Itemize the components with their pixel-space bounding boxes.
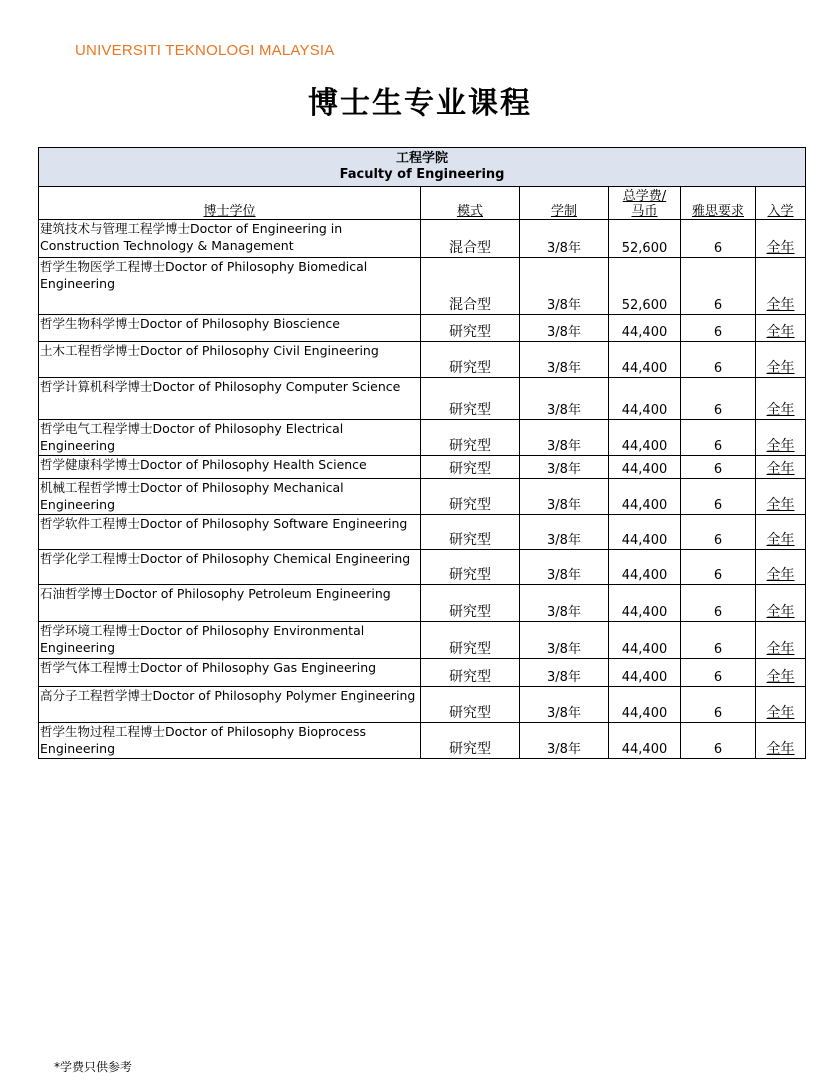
table-row	[39, 585, 806, 622]
duration-cell: 3/8年	[520, 515, 609, 550]
fee-cell: 44,400	[609, 479, 681, 515]
ielts-cell: 6	[681, 687, 756, 723]
col-header-fee-line2: 马币	[631, 204, 658, 219]
mode-cell: 研究型	[421, 622, 520, 659]
intake-cell: 全年	[756, 420, 806, 456]
col-header-ielts: 雅思要求	[681, 187, 756, 220]
ielts-cell: 6	[681, 342, 756, 378]
col-header-duration: 学制	[520, 187, 609, 220]
intake-cell: 全年	[756, 723, 806, 759]
degree-name: 哲学生物过程工程博士Doctor of Philosophy Bioprocess Engineering	[39, 723, 421, 759]
faculty-name-zh: 工程学院	[396, 151, 449, 166]
ielts-cell: 6	[681, 479, 756, 515]
col-header-mode: 模式	[421, 187, 520, 220]
fee-cell: 44,400	[609, 550, 681, 585]
mode-cell: 研究型	[421, 378, 520, 420]
intake-cell: 全年	[756, 456, 806, 479]
fee-cell: 44,400	[609, 659, 681, 687]
intake-cell: 全年	[756, 220, 806, 258]
fee-cell: 44,400	[609, 342, 681, 378]
table-row	[39, 515, 806, 550]
table-row	[39, 622, 806, 659]
table-row	[39, 258, 806, 315]
table-row	[39, 220, 806, 258]
page-title: 博士生专业课程	[308, 86, 532, 121]
degree-name: 哲学健康科学博士Doctor of Philosophy Health Science	[39, 456, 421, 479]
duration-cell: 3/8年	[520, 622, 609, 659]
ielts-cell: 6	[681, 456, 756, 479]
table-row	[39, 456, 806, 479]
mode-cell: 研究型	[421, 550, 520, 585]
duration-cell: 3/8年	[520, 550, 609, 585]
degree-name: 机械工程哲学博士Doctor of Philosophy Mechanical Engineering	[39, 479, 421, 515]
duration-cell: 3/8年	[520, 378, 609, 420]
fee-cell: 44,400	[609, 420, 681, 456]
duration-cell: 3/8年	[520, 687, 609, 723]
mode-cell: 研究型	[421, 585, 520, 622]
table-row	[39, 723, 806, 759]
mode-cell: 研究型	[421, 342, 520, 378]
fee-cell: 44,400	[609, 723, 681, 759]
duration-cell: 3/8年	[520, 258, 609, 315]
degree-name: 哲学生物医学工程博士Doctor of Philosophy Biomedical Engineering	[39, 258, 421, 315]
university-name: UNIVERSITI TEKNOLOGI MALAYSIA	[75, 42, 335, 59]
ielts-cell: 6	[681, 378, 756, 420]
degree-name: 石油哲学博士Doctor of Philosophy Petroleum Engineering	[39, 585, 421, 622]
duration-cell: 3/8年	[520, 659, 609, 687]
ielts-cell: 6	[681, 622, 756, 659]
degree-name: 哲学计算机科学博士Doctor of Philosophy Computer Science	[39, 378, 421, 420]
fee-cell: 44,400	[609, 315, 681, 342]
fee-cell: 44,400	[609, 585, 681, 622]
mode-cell: 研究型	[421, 515, 520, 550]
ielts-cell: 6	[681, 315, 756, 342]
table-row	[39, 378, 806, 420]
fee-cell: 44,400	[609, 622, 681, 659]
duration-cell: 3/8年	[520, 342, 609, 378]
col-header-degree: 博士学位	[39, 187, 421, 220]
degree-name: 建筑技术与管理工程学博士Doctor of Engineering in Construction Technology & Management	[39, 220, 421, 258]
faculty-header	[39, 148, 806, 187]
table-row	[39, 420, 806, 456]
col-header-intake: 入学	[756, 187, 806, 220]
mode-cell: 混合型	[421, 220, 520, 258]
fee-cell: 44,400	[609, 378, 681, 420]
mode-cell: 混合型	[421, 258, 520, 315]
ielts-cell: 6	[681, 220, 756, 258]
degree-name: 哲学生物科学博士Doctor of Philosophy Bioscience	[39, 315, 421, 342]
intake-cell: 全年	[756, 622, 806, 659]
footnote: *学费只供参考	[54, 1060, 133, 1074]
mode-cell: 研究型	[421, 687, 520, 723]
table-row	[39, 550, 806, 585]
programs-table	[38, 147, 806, 759]
fee-cell: 44,400	[609, 687, 681, 723]
col-header-fee	[609, 187, 681, 220]
duration-cell: 3/8年	[520, 315, 609, 342]
table-row	[39, 687, 806, 723]
mode-cell: 研究型	[421, 479, 520, 515]
mode-cell: 研究型	[421, 456, 520, 479]
fee-cell: 52,600	[609, 258, 681, 315]
ielts-cell: 6	[681, 258, 756, 315]
degree-name: 哲学环境工程博士Doctor of Philosophy Environmental Engineering	[39, 622, 421, 659]
duration-cell: 3/8年	[520, 585, 609, 622]
table-row	[39, 315, 806, 342]
intake-cell: 全年	[756, 585, 806, 622]
intake-cell: 全年	[756, 342, 806, 378]
duration-cell: 3/8年	[520, 723, 609, 759]
degree-name: 哲学化学工程博士Doctor of Philosophy Chemical Engineering	[39, 550, 421, 585]
degree-name: 哲学软件工程博士Doctor of Philosophy Software Engineering	[39, 515, 421, 550]
intake-cell: 全年	[756, 550, 806, 585]
duration-cell: 3/8年	[520, 220, 609, 258]
mode-cell: 研究型	[421, 723, 520, 759]
table-row	[39, 479, 806, 515]
duration-cell: 3/8年	[520, 456, 609, 479]
col-header-fee-line1: 总学费/	[622, 189, 667, 204]
intake-cell: 全年	[756, 258, 806, 315]
intake-cell: 全年	[756, 515, 806, 550]
degree-name: 高分子工程哲学博士Doctor of Philosophy Polymer Engineering	[39, 687, 421, 723]
intake-cell: 全年	[756, 479, 806, 515]
mode-cell: 研究型	[421, 659, 520, 687]
fee-cell: 52,600	[609, 220, 681, 258]
ielts-cell: 6	[681, 515, 756, 550]
intake-cell: 全年	[756, 378, 806, 420]
intake-cell: 全年	[756, 687, 806, 723]
fee-cell: 44,400	[609, 456, 681, 479]
table-row	[39, 659, 806, 687]
degree-name: 土木工程哲学博士Doctor of Philosophy Civil Engineering	[39, 342, 421, 378]
intake-cell: 全年	[756, 315, 806, 342]
intake-cell: 全年	[756, 659, 806, 687]
fee-cell: 44,400	[609, 515, 681, 550]
degree-name: 哲学电气工程学博士Doctor of Philosophy Electrical Engineering	[39, 420, 421, 456]
duration-cell: 3/8年	[520, 479, 609, 515]
ielts-cell: 6	[681, 550, 756, 585]
ielts-cell: 6	[681, 585, 756, 622]
ielts-cell: 6	[681, 723, 756, 759]
ielts-cell: 6	[681, 659, 756, 687]
mode-cell: 研究型	[421, 420, 520, 456]
mode-cell: 研究型	[421, 315, 520, 342]
degree-name: 哲学气体工程博士Doctor of Philosophy Gas Engineering	[39, 659, 421, 687]
faculty-name-en: Faculty of Engineering	[339, 167, 505, 182]
duration-cell: 3/8年	[520, 420, 609, 456]
ielts-cell: 6	[681, 420, 756, 456]
table-row	[39, 342, 806, 378]
